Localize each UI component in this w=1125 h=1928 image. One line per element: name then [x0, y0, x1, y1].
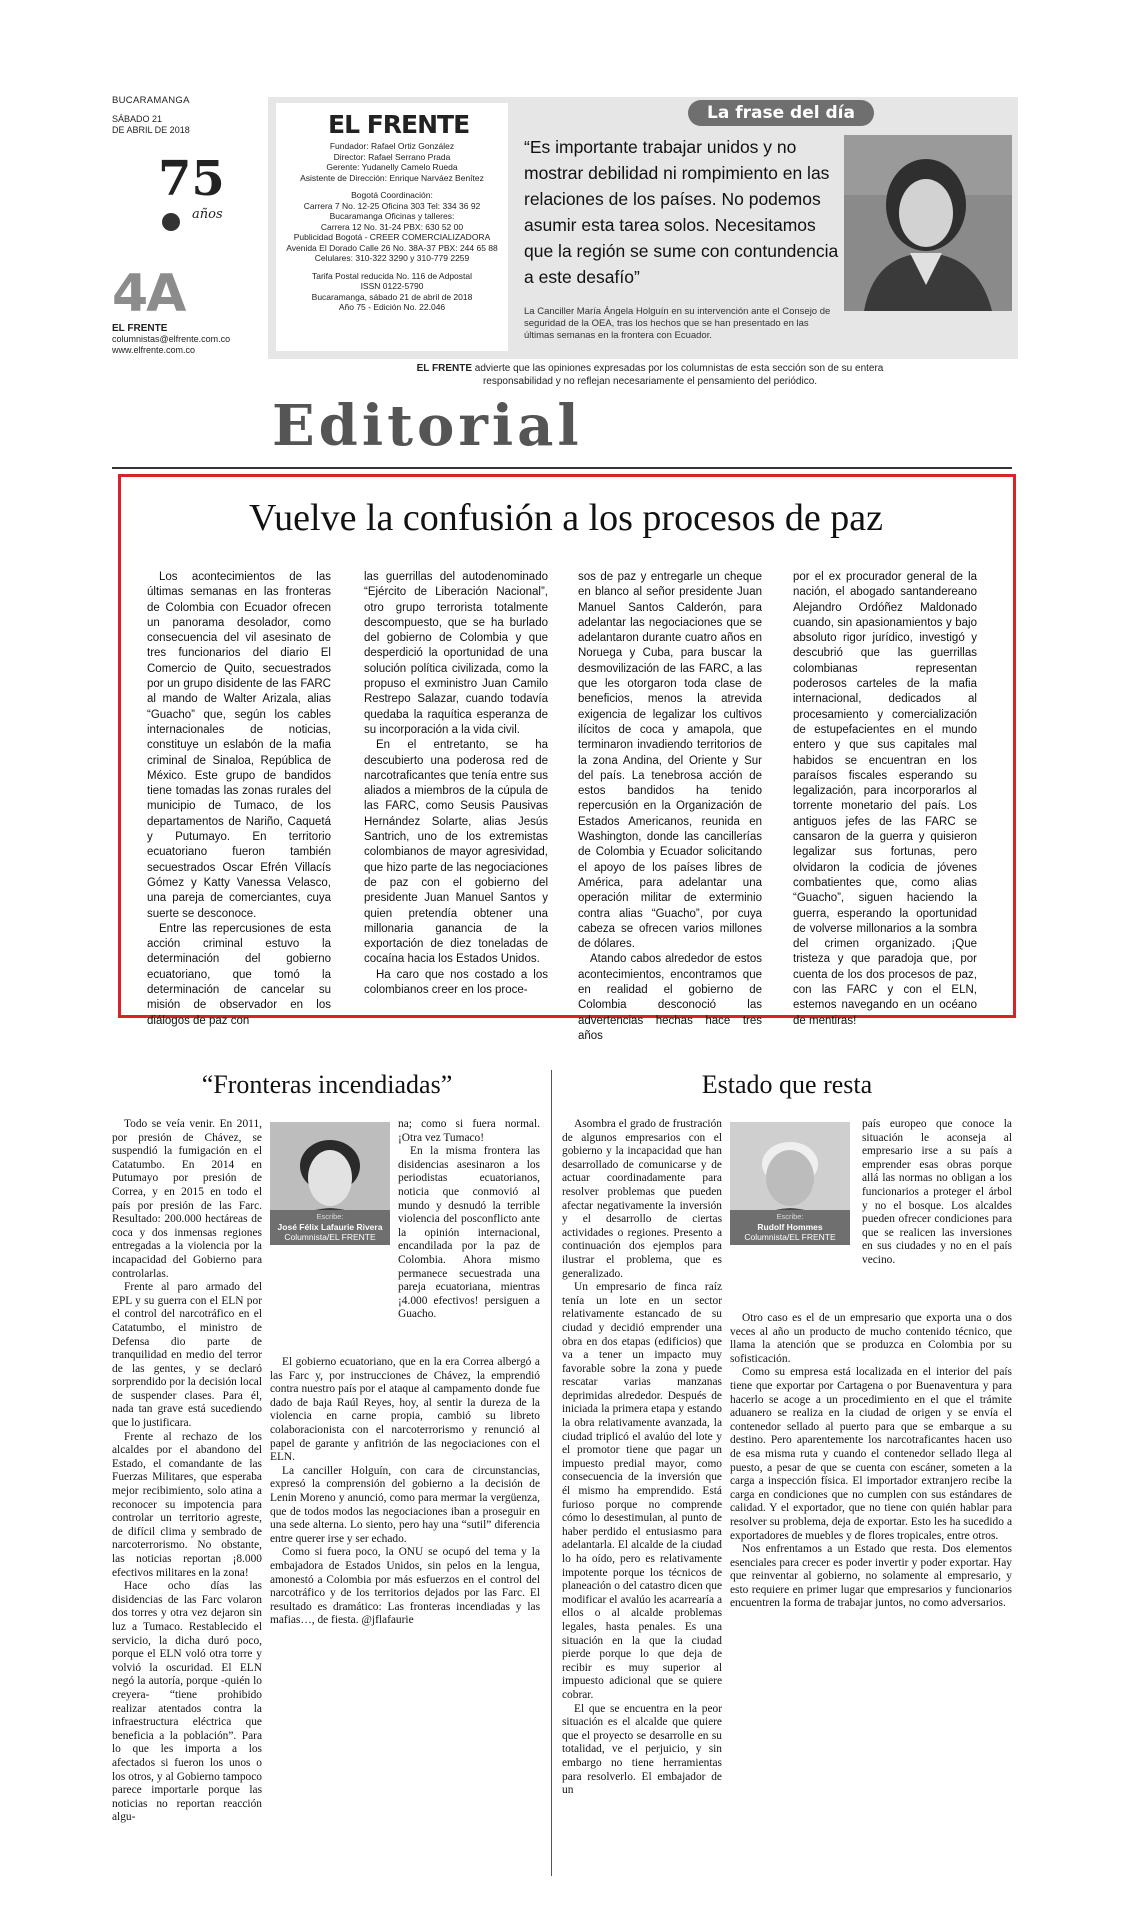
editorial-column-2 — [364, 570, 548, 998]
paragraph: Como si fuera poco, la ONU se ocupó del tema y la embajadora de Estados Unidos, sin pelos en la lengua, amonestó a Colombia por más esfuerzos en el control del narcotráfico y de los territorios dejados por las Farc. El resultado es dramático: Las fronteras incendiadas y las mafias…, de fiesta. @jflafaurie — [270, 1546, 540, 1627]
paragraph: Entre las repercusiones de esta acción criminal estuvo la determinación del gobierno ecuatoriano, que tomó la determinación de cancelar su misión de observador en los diálogos de paz con — [147, 922, 331, 1027]
quote-text: “Es importante trabajar unidos y no mostrar debilidad ni rompimiento en las relaciones de los países. No podemos asumir esta tarea solos. Necesitamos que la región se sume con contundencia a este desafío” — [524, 137, 839, 287]
paragraph: Un empresario de finca raíz tenía un lote en un sector relativamente estancado de su ciudad y decidió emprender una obra en dos etapas (edificios) que va a tener un impacto muy favorable sobre la zona y puede rescatar varias manzanas deprimidas alrededor. Después de iniciada la primera etapa y estando la obra relativamente avanzada, la ciudad triplicó el avalúo del lote y el promotor tiene que pagar un impuesto predial mayor, como consecuencia de la inversión que él mismo ha emprendido. Está furioso porque no comprende cómo lo desestimulan, al punto de haber perdido el entusiasmo para adelantarla. El alcalde de la ciudad lo ha oído, pero es relativamente impotente porque los técnicos de planeación o del catastro dicen que modificar el avalúo les acarrearía a ellos o al alcalde problemas legales, hasta penales. Es una situación en la que la ciudad pierde porque lo que deja de recibir es muy superior al impuesto adicional que se quiere cobrar. — [562, 1281, 722, 1701]
frase-del-dia-badge: La frase del día — [688, 100, 874, 126]
column-right-text-2 — [862, 1118, 1012, 1268]
editorial-column-1 — [147, 570, 331, 1029]
staff-line: Asistente de Dirección: Enrique Narváez Benítez — [300, 172, 484, 183]
paragraph: las guerrillas del autodenominado “Ejército de Liberación Nacional”, otro grupo terrorista totalmente descompuesto, que se ha burlado del gobierno de Colombia y que desperdició la oportunidad de una solución política civilizada, como la propuso el exministro Juan Camilo Restrepo Salazar, cuando todavía quedaba la raquítica esperanza de su incorporación a la vida civil. — [364, 571, 548, 736]
staff-line: Publicidad Bogotá - CREER COMERCIALIZADORA — [293, 232, 491, 242]
date-line-1: SÁBADO 21 — [112, 114, 163, 124]
paragraph: Otro caso es el de un empresario que exporta una o dos veces al año un producto de mucho contenido técnico, que llama la atención que se produzca en Colombia por su sofisticación. — [730, 1312, 1012, 1365]
editorial-title: Vuelve la confusión a los procesos de paz — [248, 497, 883, 539]
column-left-text-1 — [112, 1118, 262, 1825]
staff-box — [276, 103, 508, 351]
paragraph: Ha caro que nos costado a los colombianos creer en los proce- — [364, 968, 548, 997]
column-divider — [551, 1070, 552, 1876]
brand-website[interactable]: www.elfrente.com.co — [112, 345, 196, 355]
column-right-title: Estado que resta — [701, 1070, 873, 1099]
staff-line: Año 75 - Edición No. 22.046 — [338, 302, 446, 312]
section-title: Editorial — [272, 393, 583, 459]
section-divider — [112, 467, 1012, 469]
paragraph: En la misma frontera las disidencias asesinaron a los periodistas ecuatorianos, noticia que conmovió al mundo y desnudó la terrible violencia del posconflicto ante la opinión internacional, encandilada por la paz de Colombia. Ahora mismo permanece secuestrada una pareja ecuatoriana, mientras ¡4.000 efectivos! persiguen a Guacho. — [398, 1145, 540, 1321]
date-line-2: DE ABRIL DE 2018 — [112, 125, 190, 135]
staff-line: Fundador: Rafael Ortiz González — [329, 141, 455, 151]
date-block — [112, 95, 272, 136]
anniversary-number: 75 — [158, 151, 225, 207]
paragraph: por el ex procurador general de la nación, el abogado santandereano Alejandro Ordóñez Maldonado cuando, sin apasionamientos y bajo absoluto rigor jurídico, investigó y descubrió que las guerrillas colombianas representan poderosos carteles de la mafia internacional, dedicados al procesamiento y comercialización de estupefacientes en el mundo entero y que sus capitales mal habidos se encuentran en los paraísos fiscales esperando su legalización, para incorporarlos al torrente monetario del país. Los antiguos jefes de las FARC se cansaron de la guerra y quisieron legalizar sus fortunas, pero olvidaron la codicia de jóvenes combatientes que, como alias “Guacho”, siguen haciendo la guerra, esperando la oportunidad de volverse millonarios a la sombra del crimen organizado. ¡Que tristeza y que paradoja que, por cuenta de los dos procesos de paz, con las FARC y con el ELN, estemos navegando en un océano de mentiras! — [793, 571, 977, 1027]
column-left-text-3 — [270, 1356, 540, 1628]
anniversary-logo — [150, 151, 230, 235]
brand-contact — [112, 323, 230, 356]
globe-icon — [162, 213, 180, 231]
notice-text: advierte que las opiniones expresadas por los columnistas de esta sección son de su entera responsabilidad y no reflejan necesariamente el pensamiento del periódico. — [472, 363, 884, 387]
staff-line: Carrera 7 No. 12-25 Oficina 303 Tel: 334 36 92 — [303, 200, 481, 211]
paragraph: El que se encuentra en la peor situación es el alcalde que quiere que el proyecto se desarrolle en su totalidad, ve el perjuicio, y sin embargo no tiene herramientas para resolverlo. El embajador de un — [562, 1702, 722, 1797]
paragraph: país europeo que conoce la situación le aconseja al empresario irse a su país a emprender esas obras porque allá las normas no obligan a los funcionarios a proteger el árbol y no el bosque. Los alcaldes pueden ofrecer condiciones para que se realicen las inversiones en sus ciudades y no en el país vecino. — [862, 1118, 1012, 1266]
disclaimer-notice — [400, 362, 900, 388]
column-left-text-2 — [398, 1118, 540, 1322]
brand-name: EL FRENTE — [112, 323, 168, 334]
paragraph: sos de paz y entregarle un cheque en blanco al señor presidente Juan Manuel Santos Calderón, para adelantar las negociaciones que se adelantaron durante cuatro años en Noruega y Cuba, para buscar la desmovilización de las FARC, a las que les otorgaron toda clase de beneficios, menos la atrevida exigencia de legalizar los cultivos ilícitos de coca y amapola, que terminaron invadiendo territorios de la zona Andina, del Oriente y Sur del país. La tenebrosa acción de estos bandidos ha tenido repercusión en la Organización de Estados Americanos, reunida en Washington, donde las cancillerías de Colombia y Ecuador solicitando el apoyo de los países libres de América, para adelantar una operación militar de exterminio contra alias “Guacho”, por cuya cabeza se ofrecen varios millones de dólares. — [578, 571, 762, 951]
paragraph: Frente al rechazo de los alcaldes por el abandono del Estado, el comandante de las Fuerzas Militares, que esperaba mejor recibimiento, solo atina a reconocer su impotencia para controlar un territorio agreste, de difícil clima y sembrado de narcoterrorismo. No obstante, las noticias reportan ¡8.000 efectivos militares en la zona! — [112, 1430, 262, 1579]
city-label: BUCARAMANGA — [112, 95, 190, 106]
author-caption-hommes — [730, 1210, 850, 1245]
author-label: Escribe: — [776, 1212, 804, 1221]
staff-line — [282, 183, 502, 190]
author-role: Columnista/EL FRENTE — [284, 1232, 376, 1242]
paragraph: El gobierno ecuatoriano, que en la era Correa albergó a las Farc y, por instrucciones de Chávez, la emprendió contra nuestro país por el ataque al campamento donde fue dado de baja Raúl Reyes, hoy, al sentir la dureza de la violencia en carne propia, cambió su libreto colaboracionista con el narcoterrorismo y renunció al papel de garante y anfitrión de las negociaciones con el ELN. — [270, 1356, 540, 1464]
paragraph: Como su empresa está localizada en el interior del país tiene que exportar por Cartagena o por Buenaventura y para hacerlo se acoge a un procedimiento en el que el trámite aduanero se realiza en la ciudad de origen y se envía el contenedor sellado al puerto para que se embarque a su destino. Pero aparentemente los narcotraficantes hacen uso de esa misma ruta y cuando el contenedor sellado llega al puesto, a pesar de que se cuenta con escáner, someten a la carga a inspección física. El importador extranjero recibe la carga en condiciones que no cumplen con sus estándares de calidad. Y el exportador, que no tiene con quién hablar para resolver su problema, deja de exportar. Esto les ha sucedido a exportadores de muebles y de flores tropicales, entre otros. — [730, 1366, 1012, 1542]
author-name: Rudolf Hommes — [757, 1222, 823, 1232]
column-right-text-3 — [730, 1312, 1012, 1611]
staff-box-title: EL FRENTE — [328, 110, 470, 139]
paragraph: Hace ocho días las disidencias de las Farc volaron dos torres y otra vez dejaron sin luz a Tumaco. Restablecido el servicio, la dicha duró poco, porque el ELN voló otra torre y volvió la oscuridad. El ELN negó la autoría, porque -quién lo creyera- “tiene prohibido realizar atentados contra la infraestructura eléctrica que beneficia a la población”. Para lo que les importa a los afectados si fueron los unos o los otros, y al Gobierno tampoco parece importarle porque las noticias no reportan reacción algu- — [112, 1580, 262, 1824]
staff-line: Director: Rafael Serrano Prada — [333, 151, 451, 162]
anniversary-word: años — [192, 207, 223, 222]
column-right-text-1 — [562, 1118, 722, 1798]
paragraph: Nos enfrentamos a un Estado que resta. Dos elementos esenciales para crecer es poder invertir y poder exportar. Hay que reinventar al gobierno, no solamente al empresario, y esto requiere en primer lugar que empresarios y funcionarios encuentren la forma de trabajar juntos, no como adversarios. — [730, 1543, 1012, 1610]
staff-lines — [282, 141, 502, 313]
paragraph: Frente al paro armado del EPL y su guerra con el ELN por el control del narcotráfico en el Catatumbo, el ministro de Defensa dio parte de tranquilidad en medio del terror de las gentes, y se declaró sorprendido por la decisión local de suspender clases. Para él, nada tan grave está sucediendo que lo justificara. — [112, 1281, 262, 1430]
paragraph: Todo se veía venir. En 2011, por presión de Chávez, se suspendió la fumigación en el Catatumbo. En 2014 en Putumayo por presión de Correa, y en 2015 en todo el país por presión de las Farc. Resultado: 200.000 hectáreas de coca y dos inmensas regiones entregadas a la violencia por la incapacidad del Gobierno para controlarlas. — [112, 1118, 262, 1280]
staff-line: Carrera 12 No. 31-24 PBX: 630 52 00 — [320, 221, 464, 232]
editorial-column-4 — [793, 570, 977, 1029]
paragraph: Atando cabos alrededor de estos acontecimientos, encontramos que en realidad el gobierno de Colombia desconoció las advertencias hechas hace tres años — [578, 953, 762, 1042]
paragraph: La canciller Holguín, con cara de circunstancias, expresó la comprensión del gobierno a la decisión de Lenin Moreno y anunció, como para mermar la vergüenza, que de todos modos las negociaciones iban a proseguir en una sede alterna. Lo siento, pero hay una “sutil” diferencia entre querer irse y ser echado. — [270, 1464, 540, 1545]
brand-email[interactable]: columnistas@elfrente.com.co — [112, 334, 231, 344]
staff-line: Bucaramanga Oficinas y talleres: — [329, 211, 455, 221]
staff-line: ISSN 0122-5790 — [360, 281, 424, 291]
quote-caption: La Canciller María Ángela Holguín en su intervención ante el Consejo de seguridad de la OEA, tras los hechos que se han presentado en las últimas semanas en la frontera con Ecuador. — [524, 306, 831, 341]
column-left-title: “Fronteras incendiadas” — [201, 1070, 453, 1099]
staff-line: Gerente: Yudanelly Camelo Rueda — [326, 162, 458, 172]
paragraph: En el entretanto, se ha descubierto una poderosa red de narcotraficantes que tenía entre sus aliados a miembros de la cúpula de las FARC, como Seusis Pausivas Hernández Solarte, alias Jesús Santrich, uno de los extremistas colombianos de mayor agresividad, que hizo parte de las negociaciones de paz con el gobierno del presidente Juan Manuel Santos y quien pretendía obtener una millonaria ganancia de la exportación de diez toneladas de cocaína hacia los Estados Unidos. — [364, 739, 548, 966]
paragraph: na; como si fuera normal. ¡Otra vez Tumaco! — [398, 1118, 540, 1144]
staff-line: Avenida El Dorado Calle 26 No. 38A-37 PBX: 244 65 88 — [286, 242, 498, 253]
staff-line: Bucaramanga, sábado 21 de abril de 2018 — [311, 291, 473, 302]
author-label: Escribe: — [316, 1212, 344, 1221]
author-role: Columnista/EL FRENTE — [744, 1232, 836, 1242]
page-number: 4A — [112, 264, 185, 324]
staff-line: Tarifa Postal reducida No. 116 de Adpostal — [311, 270, 473, 281]
staff-line: Celulares: 310-322 3290 y 310-779 2259 — [314, 253, 470, 263]
editorial-column-3 — [578, 570, 762, 1044]
staff-line: Bogotá Coordinación: — [351, 190, 433, 200]
holguin-photo — [844, 135, 1012, 311]
paragraph: Los acontecimientos de las últimas semanas en las fronteras de Colombia con Ecuador ofrecen un panorama desolador, como consecuencia del vil asesinato de tres funcionarios del diario El Comercio de Quito, secuestrados por un grupo disidente de las FARC al mando de Walter Arizala, alias “Guacho” que, según los cables internacionales de noticias, constituye un eslabón de la mafia criminal de Sinaloa, República de México. Este grupo de bandidos tiene tomadas las zonas rurales del municipio de Tumaco, de los departamentos de Nariño, Caquetá y Putumayo. En territorio ecuatoriano fueron también secuestrados Oscar Efrén Villacís Gómez y Katty Vanessa Velasco, una pareja de comerciantes, cuya suerte se desconoce. — [147, 571, 331, 920]
paragraph: Asombra el grado de frustración de algunos empresarios con el gobierno y la incapacidad que han desarrollado de comunicarse y de actuar coordinadamente para resolver problemas que pueden afectar negativamente la inversión y el desarrollo de ciertas actividades o regiones. Presento a continuación dos ejemplos para ilustrar el problema, que es generalizado. — [562, 1118, 722, 1280]
author-caption-lafaurie — [270, 1210, 390, 1245]
notice-brand: EL FRENTE — [416, 363, 473, 374]
staff-line — [282, 264, 502, 271]
author-name: José Félix Lafaurie Rivera — [277, 1222, 383, 1232]
